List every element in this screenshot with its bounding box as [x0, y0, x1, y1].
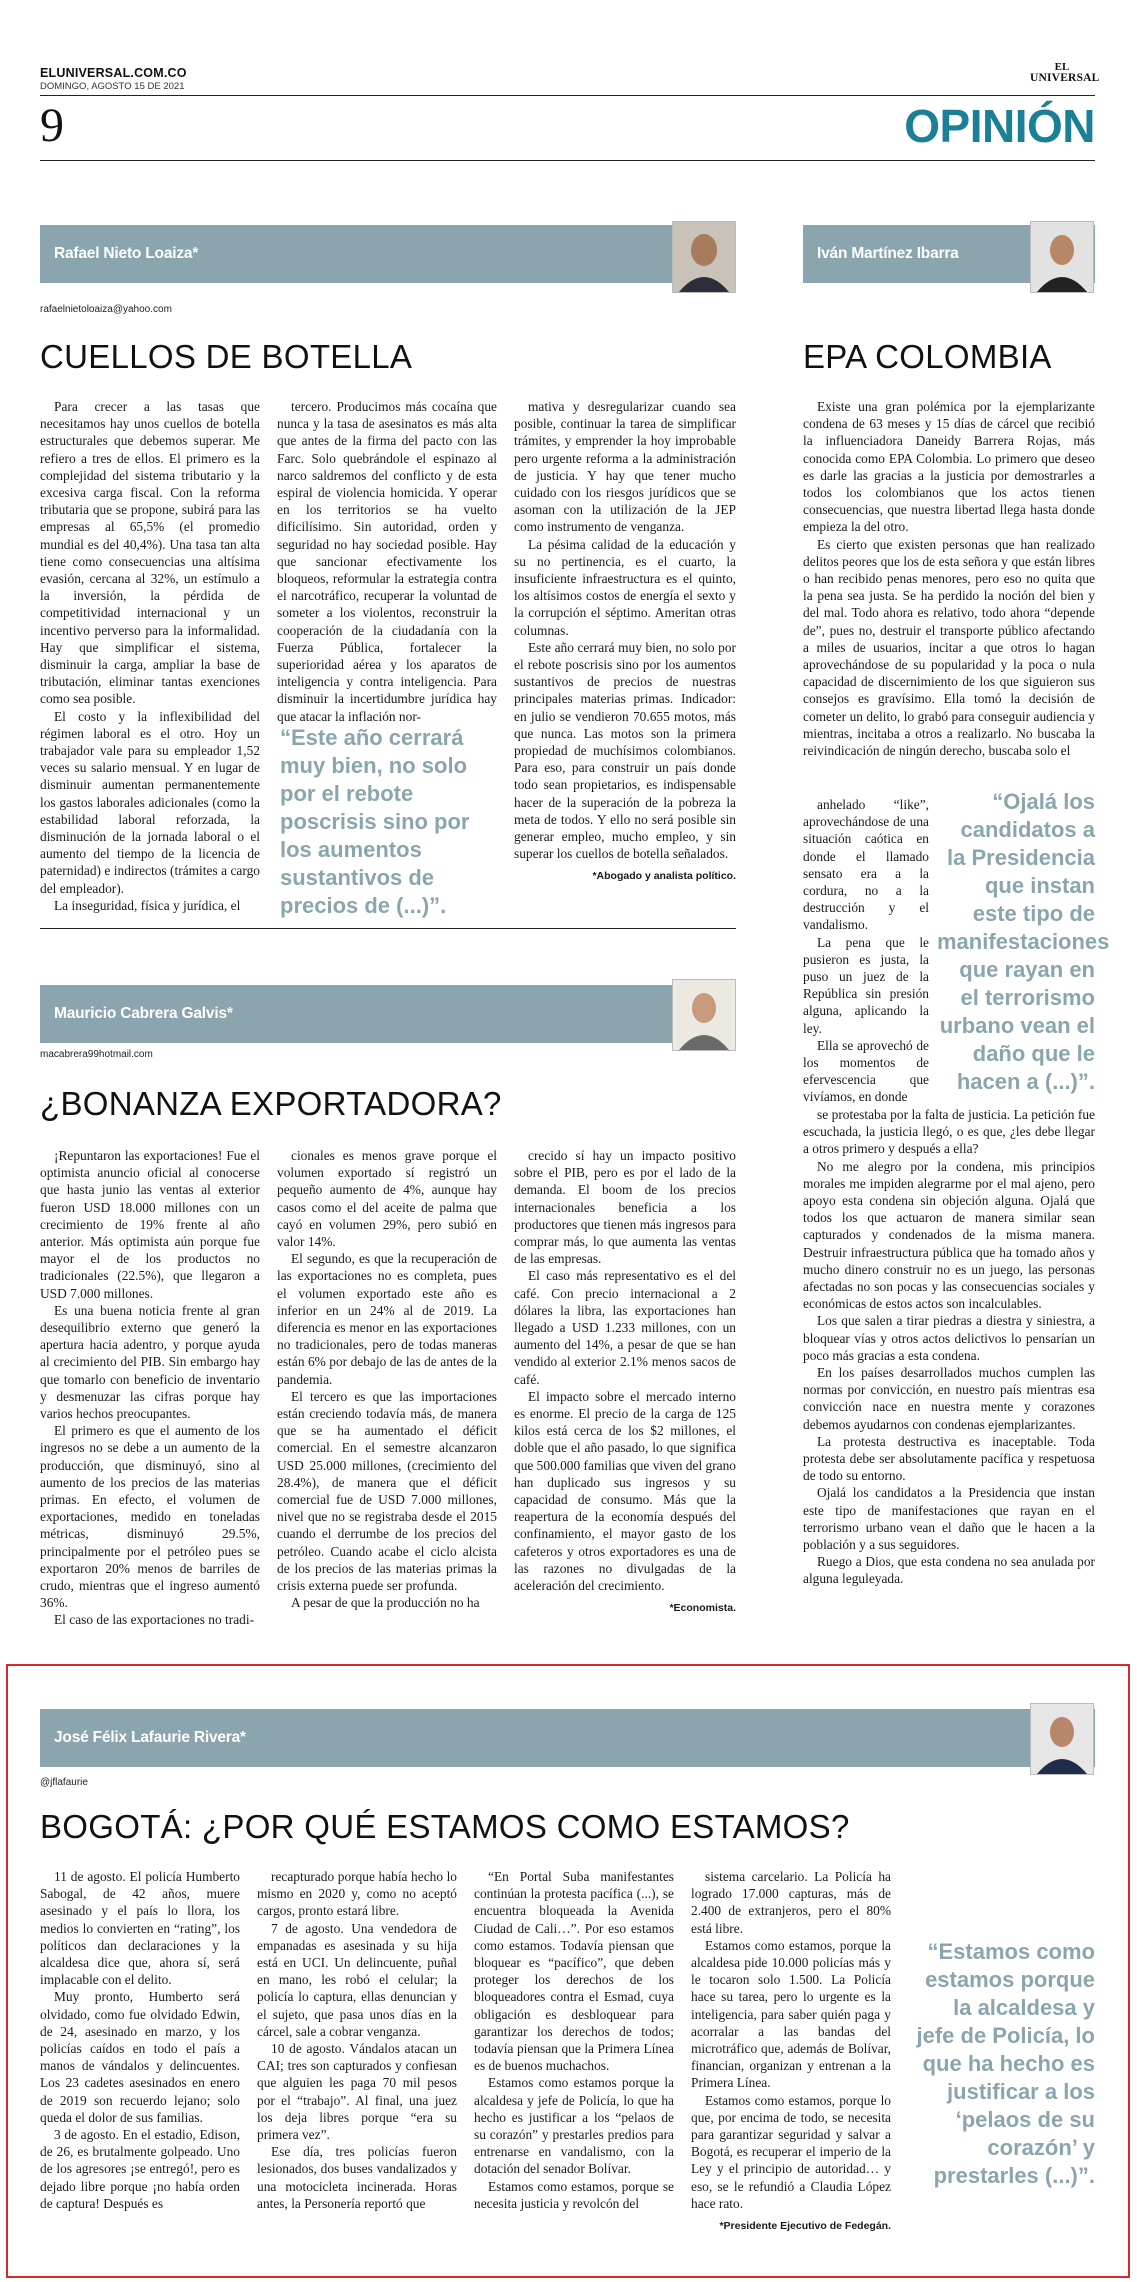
paragraph: La inseguridad, física y jurídica, el	[54, 897, 241, 913]
paragraph: La protesta destructiva es inaceptable. Toda protesta debe ser absolutamente pacífica y respetuosa de todo su entorno.	[803, 1433, 1095, 1484]
paragraph: Estamos como estamos porque la alcaldesa y jefe de Policía, lo que ha hecho es justificar a los “pelaos de su corazón” y prestarles predios para entrenarse en vandalismo, con la dotación del senador Bolívar.	[474, 2075, 674, 2177]
paragraph: El primero es que el aumento de los ingresos no se debe a un aumento de la producción, que disminuyó, sino al aumento de los precios de las materias primas. En efecto, el volumen de exportaciones, medido en toneladas métricas, disminuyó 29.5%, principalmente por el petróleo pues se exportaron 20% menos de barriles de crudo, mientras que el ingreso aumentó 36%.	[40, 1423, 260, 1611]
paragraph: Estamos como estamos, porque se necesita justicia y revolcón del	[474, 2178, 674, 2211]
paragraph: Estamos como estamos, porque lo que, por encima de todo, se necesita para garantizar seguridad y salvar a Bogotá, es recuperar el imperio de la Ley y el principio de autoridad… y eso, se le refundió a Claudia López hace rato.	[691, 2092, 891, 2211]
author-name: Iván Martínez Ibarra	[817, 245, 959, 262]
pull-quote: “Estamos como estamos porque la alcaldesa y jefe de Policía, lo que ha hecho es justificar a los ‘pelaos de su corazón’ y prestarles (...)”.	[916, 1939, 1095, 2188]
paragraph: 11 de agosto. El policía Humberto Sabogal, de 42 años, muere asesinado y el país lo llora, los medios lo convierten en “rating”, los políticos dan declaraciones y la alcaldesa dice que, ahora sí, será implacable con el delito.	[40, 1869, 240, 1988]
paragraph: recapturado porque había hecho lo mismo en 2020 y, como no aceptó cargos, pronto estará libre.	[257, 1869, 457, 1919]
paragraph: El caso más representativo es el del café. Con precio internacional a 2 dólares la libra, las exportaciones han llegado a USD 1.233 millones, con un aumento del 14%, a pesar de que se han vendido al exterior 2.1% menos sacos de café.	[514, 1268, 736, 1387]
pull-quote: “Este año cerrará muy bien, no solo por el rebote poscrisis sino por los aumentos sustantivos de precios de (...)”.	[280, 725, 470, 918]
article-3-col-1	[40, 1147, 260, 1629]
author-name: José Félix Lafaurie Rivera*	[54, 1729, 246, 1746]
author-credit: *Abogado y analista político.	[592, 870, 736, 883]
paragraph: Estamos como estamos, porque la alcaldesa pide 10.000 policías más y le tocaron solo 1.500. La Policía hace su tarea, pero lo urgente es la inteligencia, para saber quién paga y acorralar a las bandas del microtráfico que, además de Bolívar, financian, organizan y entrenan a la Primera Línea.	[691, 1937, 891, 2091]
section-title: OPINIÓN	[904, 100, 1095, 152]
masthead-rule	[40, 95, 1095, 96]
article-2-col-1a	[803, 398, 1095, 759]
paragraph: se protestaba por la falta de justicia. La petición fue escuchada, la justicia llegó, o es que, ¿les debe llegar a otros primero y después a ella?	[803, 1107, 1095, 1157]
paragraph: Ella se aprovechó de los momentos de efervescencia que vivíamos, en donde	[803, 1037, 929, 1105]
site-name: ELUNIVERSAL.COM.CO	[40, 66, 187, 80]
paragraph: Muy pronto, Humberto será olvidado, como fue olvidado Edwin, de 24, asesinado en marzo, y los policías caídos en todo el país a manos de vándalos y delincuentes. Los 23 cadetes asesinados en enero de 2019 son recuerdo lejano; solo queda el dolor de sus familias.	[40, 1989, 240, 2125]
paragraph: El caso de las exportaciones no tradi-	[54, 1612, 255, 1628]
pull-quote: “Ojalá los candidatos a la Presidencia que instan este tipo de manifestaciones que rayan en el terrorismo urbano vean el daño que le hacen a (...)”.	[937, 789, 1110, 1094]
author-bar-1	[40, 225, 736, 283]
author-name: Rafael Nieto Loaiza*	[54, 245, 199, 262]
paragraph: “En Portal Suba manifestantes continúan la protesta pacífica (...), se encuentra bloqueada la Avenida Ciudad de Cali…”. Por eso estamos como estamos. Todavía piensan que bloquear es “pacífico”, que deben proteger los derechos de los bloqueadores contra el Esmad, cuya obligación es desbloquear para garantizar los derechos de todos; todavía piensan que la Primera Línea es de buenos muchachos.	[474, 1869, 674, 2074]
author-email: macabrera99hotmail.com	[40, 1049, 153, 1060]
article-2-col-1-narrow	[803, 796, 929, 1106]
paragraph: Para crecer a las tasas que necesitamos hay unos cuellos de botella estructurales que debemos superar. Me refiero a tres de ellos. El primero es la complejidad del sistema tributario y la excesiva carga fiscal. Con la reforma tributaria que se propone, subirá para las empresas al 65,5% (el promedio mundial es del 40,4%). Una tasa tan alta tiene como consecuencias una altísima evasión, cercana al 32%, un estímulo a la inversión, la pérdida de competitividad internacional y un incentivo perverso para la informalidad. Hay que simplificar el sistema, disminuir la carga, ampliar la base de tributación, eliminar tantas exenciones como sea posible.	[40, 399, 260, 707]
author-photo	[672, 221, 736, 293]
paragraph: 3 de agosto. En el estadio, Edison, de 26, es brutalmente golpeado. Uno de los agresores ¡se entregó!, pero es dejado libre porque ¡no había orden de captura! Después es	[40, 2127, 240, 2211]
paragraph: La pena que le pusieron es justa, la puso un juez de la República sin presión alguna, aplicando la ley.	[803, 934, 929, 1036]
article-3-col-2	[277, 1147, 497, 1611]
paragraph: Ese día, tres policías fueron lesionados, dos buses vandalizados y una motocicleta incinerada. Horas antes, la Personería reportó que	[257, 2144, 457, 2211]
paragraph: Es cierto que existen personas que han realizado delitos peores que los de esta señora y que están libres o han recibido penas menores, pero eso no quita que la pena sea justa. Se ha perdido la noción del bien y del mal. Todo ahora es relativo, todo ahora “depende de”, pues no, destruir el transporte público afectando a miles de usuarios, incitar a que otros lo hagan aprovechándose de su popularidad y la poca o nula capacidad de discernimiento de los que siguieron sus consejos es gravísimo. Ella tomó la decisión de cometer un delito, lo grabó para conseguir audiencia y mientras, incitaba a otros a realizarlo. No buscaba la reivindicación de ningún derecho, buscaba solo el	[803, 536, 1095, 759]
article-2-col-1b	[803, 1106, 1095, 1588]
article-1-col-1	[40, 398, 260, 914]
article-title: CUELLOS DE BOTELLA	[40, 338, 413, 375]
issue-date: DOMINGO, AGOSTO 15 DE 2021	[40, 81, 185, 92]
article-title: EPA COLOMBIA	[803, 338, 1052, 375]
paragraph: Existe una gran polémica por la ejemplarizante condena de 63 meses y 15 días de cárcel que recibió la influenciadora Daneidy Barrera Rojas, más conocida como EPA Colombia. Lo primero que deseo es darle las gracias a la justicia por demostrarles a todos los colombianos que los actos tienen consecuencias, que nuestra libertad llega hasta donde empieza la del otro.	[803, 399, 1095, 535]
author-credit: *Presidente Ejecutivo de Fedegán.	[719, 2220, 891, 2233]
article-title: BOGOTÁ: ¿POR QUÉ ESTAMOS COMO ESTAMOS?	[40, 1808, 850, 1845]
avatar-icon	[673, 222, 735, 292]
author-bar-3	[40, 985, 736, 1043]
logo-bottom: UNIVERSAL	[1030, 72, 1100, 84]
author-email: rafaelnietoloaiza@yahoo.com	[40, 304, 172, 315]
author-photo	[672, 979, 736, 1051]
paragraph: 10 de agosto. Vándalos atacan un CAI; tres son capturados y confiesan que alguien les paga 70 mil pesos por el “trabajo”. Al final, una juez los deja libres porque “era su primera vez”.	[257, 2041, 457, 2143]
paragraph: Ruego a Dios, que esta condena no sea anulada por alguna leguleyada.	[803, 1554, 1095, 1587]
divider	[40, 928, 736, 929]
article-4-col-2	[257, 1868, 457, 2212]
logo	[1030, 61, 1100, 84]
article-1-col-2	[277, 398, 497, 725]
paragraph: Ojalá los candidatos a la Presidencia que instan este tipo de manifestaciones que rayan en el terrorismo urbano vean el daño que le hacen a la población y a sus seguidores.	[803, 1485, 1095, 1553]
paragraph: Este año cerrará muy bien, no solo por el rebote poscrisis sino por los aumentos sustantivos de precios de nuestras principales materias primas. Indicador: en julio se vendieron 70.655 motos, más que nunca. Las motos son la primera propiedad de muchísimos colombianos. Para eso, para construir un país donde todo sean propietarios, es indispensable hacer de la superación de la pobreza la meta de todos. Y ello no será posible sin generar empleo, mucho empleo, y sin superar los cuellos de botella señalados.	[514, 639, 736, 862]
paragraph: El segundo, es que la recuperación de las exportaciones no es completa, pues el volumen exportado este año es inferior en un 24% al de 2019. La diferencia es menor en las exportaciones no tradicionales, pero de todas maneras están 6% por debajo de las de antes de la pandemia.	[277, 1251, 497, 1387]
page-number: 9	[40, 99, 64, 152]
paragraph: El costo y la inflexibilidad del régimen laboral es el otro. Hoy un trabajador vale para su empleador 1,52 veces su salario mensual. Y en lugar de disminuir aumentan permanentemente los gastos laborales adicionales (como la estabilidad laboral reforzada, la disminución de la jornada laboral o el aumento del tiempo de la licencia de paternidad) e indirectos (trámites a cargo del empleador).	[40, 708, 260, 896]
article-4-col-1	[40, 1868, 240, 2212]
paragraph: En los países desarrollados muchos cumplen las normas por convicción, en nuestro país mientras esa convicción nace en nuestra mente y corazones debemos ayudarnos con condenas ejemplarizantes.	[803, 1365, 1095, 1432]
author-name: Mauricio Cabrera Galvis*	[54, 1005, 233, 1022]
paragraph: tercero. Producimos más cocaína que nunca y la tasa de asesinatos es más alta que antes de la firma del pacto con las Farc. Solo quebrándole el espinazo al narco saldremos del conflicto y de esta espiral de violencia homicida. Y operar en los territorios se ha vuelto dificilísimo. Sin autoridad, orden y seguridad no hay sociedad posible. Hay que sancionar efectivamente los bloqueos, reformular la estrategia contra el narcotráfico, recuperar la voluntad de someter a los violentos, reconstruir la cooperación de la ciudadanía con la Fuerza Pública, fortalecer la superioridad aérea y los aparatos de inteligencia y contra inteligencia. Para disminuir la incertidumbre jurídica hay que atacar la inflación nor-	[277, 399, 497, 724]
paragraph: cionales es menos grave porque el volumen exportado sí registró un pequeño aumento de 4%, aunque hay casos como el del aceite de palma que cayó en volumen 29%, pero subió en valor 14%.	[277, 1148, 497, 1250]
paragraph: mativa y desregularizar cuando sea posible, continuar la tarea de simplificar trámites, y emprender la hoy improbable pero urgente reforma a la administración de justicia. Y hay que tener mucho cuidado con los riesgos jurídicos que se asoman con la utilización de la JEP como instrumento de venganza.	[514, 399, 736, 535]
author-bar-4	[40, 1709, 1095, 1767]
author-photo	[1030, 1703, 1094, 1775]
paragraph: No me alegro por la condena, mis principios morales me impiden alegrarme por el mal ajeno, pero apoyo esta condena sin objeción alguna. Ojalá que todos los que actuaron de manera similar sean capturados y condenados de la misma manera. Destruir infraestructura pública que ha tomado años y mucho dinero construir no es un juego, las personas afectadas no son pocas y las consecuencias sociales y económicas de estos actos son incalculables.	[803, 1158, 1095, 1312]
paragraph: Los que salen a tirar piedras a diestra y siniestra, a bloquear vías y otros actos delictivos lo pensarían un poco más gracias a esta condena.	[803, 1313, 1095, 1363]
paragraph: Es una buena noticia frente al gran desequilibrio externo que generó la apertura hacia adentro, y porque ayuda al crecimiento del PIB. Sin embargo hay que tomarlo con beneficio de inventario y desmenuzar las cifras porque hay varios hechos preocupantes.	[40, 1302, 260, 1422]
logo-top: EL	[1054, 61, 1070, 73]
paragraph: 7 de agosto. Una vendedora de empanadas es asesinada y su hija está en UCI. Un delincuente, puñal en mano, les robó el celular; la policía lo captura, ellas denuncian y el sujeto, que pasa unos días en la cárcel, sale a cobrar venganza.	[257, 1920, 457, 2039]
article-4-col-3	[474, 1868, 674, 2212]
article-1-col-3	[514, 398, 736, 886]
section-rule	[40, 160, 1095, 161]
paragraph: sistema carcelario. La Policía ha logrado 17.000 capturas, más de 2.400 de extranjeros, pero el 80% está libre.	[691, 1869, 891, 1936]
author-photo	[1030, 221, 1094, 293]
article-3-col-3	[514, 1147, 736, 1617]
article-title: ¿BONANZA EXPORTADORA?	[40, 1085, 502, 1122]
paragraph: El tercero es que las importaciones están creciendo todavía más, de manera que se ha aumentado el déficit comercial. En el semestre alcanzaron USD 25.000 millones, (crecimiento del 28.4%), de manera que el déficit comercial fue de USD 7.000 millones, nivel que no se registraba desde el 2015 cuando el derrumbe de los precios del petróleo. Cuando acabe el ciclo alcista de los precios de las materias primas la crisis externa puede ser profunda.	[277, 1388, 497, 1594]
avatar-icon	[1031, 222, 1093, 292]
author-email: @jflafaurie	[40, 1777, 88, 1788]
paragraph: ¡Repuntaron las exportaciones! Fue el optimista anuncio oficial al conocerse que hasta junio las ventas al exterior fueron USD 18.000 millones con un crecimiento de 19% frente al año anterior. Más optimista aún porque fue mayor el de los productos no tradicionales (22.5%), que llegaron a USD 7.000 millones.	[40, 1148, 260, 1301]
paragraph: La pésima calidad de la educación y su no pertinencia, es el cuarto, la insuficiente infraestructura es el quinto, los altísimos costos de energía el sexto y la corrupción el séptimo. Ameritan otras columnas.	[514, 536, 736, 638]
paragraph: A pesar de que la producción no ha	[291, 1595, 480, 1611]
paragraph: El impacto sobre el mercado interno es enorme. El precio de la carga de 125 kilos está cerca de los $2 millones, el doble que el año pasado, lo que significa que 500.000 familias que viven del grano han duplicado sus ingresos y su capacidad de consumo. Más que la reapertura de la economía después del confinamiento, el mayor gasto de los cafeteros y otros exportadores es una de las razones no divulgadas de la aceleración del crecimiento.	[514, 1388, 737, 1594]
paragraph: crecido sí hay un impacto positivo sobre el PIB, pero es por el lado de la demanda. El boom de los precios internacionales beneficia a los productores que tienen más ingresos para comprar más, lo que aumenta las ventas de las empresas.	[514, 1148, 736, 1267]
avatar-icon	[673, 980, 735, 1050]
avatar-icon	[1031, 1704, 1093, 1774]
article-4-col-4	[691, 1868, 891, 2235]
paragraph: anhelado “like”, aprovechándose de una situación caótica en donde el llamado sensato era a la cordura, no a la destrucción y el vandalismo.	[803, 797, 929, 933]
author-credit: *Economista.	[669, 1602, 736, 1615]
